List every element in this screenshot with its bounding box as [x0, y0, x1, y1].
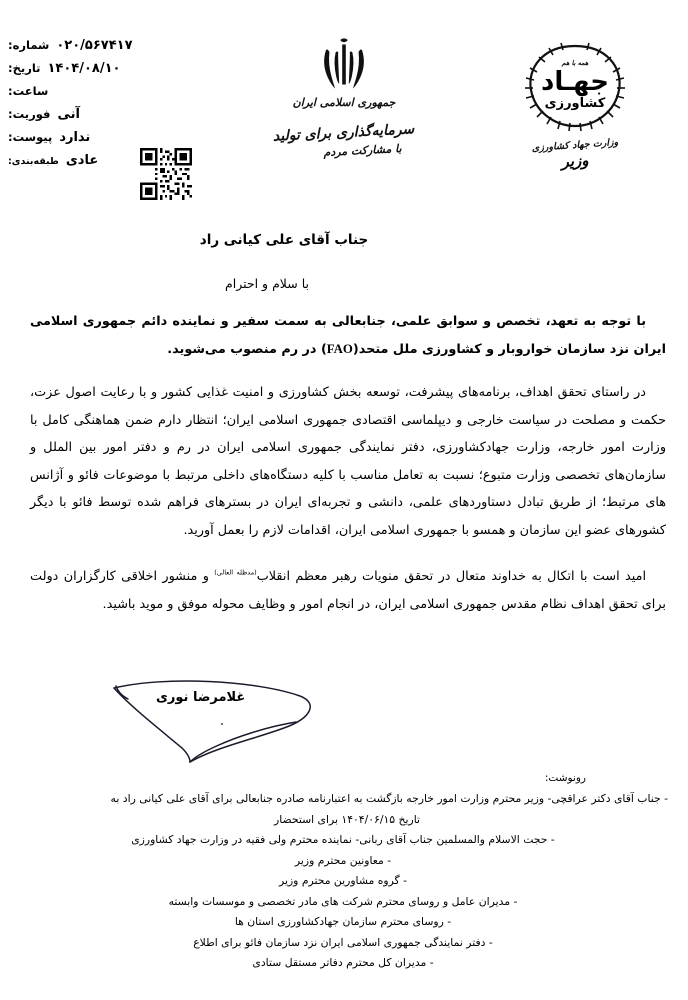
qr-code: [140, 148, 192, 200]
copies-item: [16, 892, 670, 913]
fao-acronym: FAO: [326, 341, 353, 356]
ministry-logo-block: [490, 32, 660, 170]
copies-item: [16, 953, 670, 974]
meta-label-date: تاریخ:: [8, 61, 41, 75]
addressee-line: [0, 232, 688, 248]
paragraph-closing-text: امید است با اتکال به خداوند متعال در تحقق منویات رهبر معظم انقلاب$^{(مدظله العالی)}$ و منشور اخلاقی کارگزاران دولت برای تحقق اهداف نظام مقدس جمهوری اسلامی ایران، در انجام امور و وظایف محوله موفق و موید باشید.: [30, 569, 666, 612]
copies-item-text: - مدیران عامل و روسای محترم شرکت های مادر تخصصی و موسسات وابسته: [168, 894, 518, 908]
paragraph-duties: [16, 379, 670, 544]
salutation-text: با سلام و احترام: [225, 276, 309, 291]
meta-value-classification: عادی: [65, 153, 99, 168]
ministry-of-agriculture-jihad-seal: [513, 32, 637, 136]
meta-value-number: ۰۲۰/۵۶۷۴۱۷: [56, 38, 133, 53]
slogan-line-1: سرمایه‌گذاری برای تولید: [272, 121, 415, 145]
copies-item-text: - مدیران کل محترم دفاتر مستقل ستادی: [252, 956, 434, 969]
meta-row-urgency: [8, 103, 218, 126]
paragraph-appointment-text: با توجه به تعهد، تخصص و سوابق علمی، جنابعالی به سمت سفیر و نماینده دائم جمهوری اسلامی ایران نزد سازمان خواروبار و کشاورزی ملل متحد(FAO) در رم منصوب می‌شوید.: [30, 314, 666, 357]
salutation-line: [0, 276, 688, 291]
meta-row-time: [8, 80, 218, 103]
paragraph-duties-text: در راستای تحقق اهداف، برنامه‌های پیشرفت، توسعه بخش کشاورزی و امنیت غذایی کشور و با رعایت اصول عزت، حکمت و مصلحت در سیاست خارجی و دیپلماسی اقتصادی جمهوری اسلامی ایران؛ انتظار دارم ضمن هماهنگی کامل با وزارت امور خارجه، وزارت جهادکشاورزی، دفتر نمایندگی جمهوری اسلامی ایران در رم و دفتر امور بین الملل و سازمان‌های تخصصی وزارت متبوع؛ نسبت به تعامل مناسب با کلیه دستگاه‌های داخلی مرتبط با موضوعات فائو و آژانس های مرتبط؛ از طریق تبادل دستاوردهای علمی، دانشی و تجربه‌ای ایران در بسترهای فراهم شده توسط فائو با دیگر کشورهای عضو این سازمان و همسو با جمهوری اسلامی ایران، اقدامات لازم را بعمل آورید.: [30, 385, 666, 538]
meta-label-attachment: پیوست:: [8, 130, 53, 144]
svg-text:کشاورزی: کشاورزی: [544, 96, 606, 111]
svg-text:همه با هم: همه با هم: [561, 59, 589, 67]
copies-item: [16, 788, 670, 830]
copies-block: [16, 772, 670, 974]
copies-item-text: - معاونین محترم وزیر: [294, 853, 392, 867]
production-slogan: [243, 120, 444, 164]
copies-item: [16, 933, 670, 954]
copies-item-text: - روسای محترم سازمان جهادکشاورزی استان ها: [234, 915, 452, 928]
handwritten-signature: [104, 666, 334, 778]
iran-national-emblem: [244, 36, 444, 158]
meta-label-classification: طبقه‌بندی:: [8, 156, 59, 167]
slogan-line-2: با مشارکت مردم: [323, 141, 402, 159]
meta-value-date: ۱۴۰۴/۰۸/۱۰: [47, 61, 121, 76]
copies-item: [16, 830, 670, 851]
meta-row-date: [8, 57, 218, 80]
copies-item: [16, 912, 670, 933]
paragraph-appointment: [16, 308, 670, 363]
copies-item-continuation: تاریخ ۱۴۰۴/۰۶/۱۵ برای استحضار: [273, 813, 420, 826]
signatory-name: غلامرضا نوری: [156, 690, 246, 705]
meta-value-urgency: آنی: [57, 107, 80, 122]
honorific-superscript: (مدظله العالی): [214, 569, 257, 577]
copies-item: [16, 871, 670, 892]
letter-body: [16, 308, 670, 634]
copies-list: [16, 788, 670, 974]
copies-item-text: - جناب آقای دکتر عراقچی- وزیر محترم وزارت امور خارجه بازگشت به اعتبارنامه صادره جنابعالی برای آقای علی کیانی راد به: [110, 792, 668, 805]
copies-item: [16, 851, 670, 872]
copies-title: رونوشت:: [544, 772, 586, 784]
ministry-role: وزیر: [561, 151, 589, 171]
emblem-caption: جمهوری اسلامی ایران: [292, 96, 396, 109]
meta-value-attachment: ندارد: [59, 130, 91, 145]
ministry-subtitle: وزارت جهاد کشاورزی: [531, 136, 619, 155]
meta-row-number: [8, 34, 218, 57]
paragraph-closing: [16, 560, 670, 618]
svg-text:جهـاد: جهـاد: [541, 67, 609, 97]
meta-label-number: شماره:: [8, 38, 50, 52]
meta-label-time: ساعت:: [8, 84, 49, 98]
copies-item-text: - حجت الاسلام والمسلمین جناب آقای ربانی- نماینده محترم ولی فقیه در وزارت جهاد کشاورزی: [131, 833, 555, 846]
copies-item-text: - دفتر نمایندگی جمهوری اسلامی ایران نزد سازمان فائو برای اطلاع: [193, 935, 493, 949]
emblem-tulip-shape: [314, 36, 374, 94]
addressee-name: جناب آقای علی کیانی راد: [199, 232, 369, 248]
letterhead: [0, 0, 688, 215]
copies-item-text: - گروه مشاورین محترم وزیر: [279, 874, 407, 887]
meta-row-attachment: [8, 126, 218, 149]
meta-label-urgency: فوریت:: [8, 107, 51, 121]
